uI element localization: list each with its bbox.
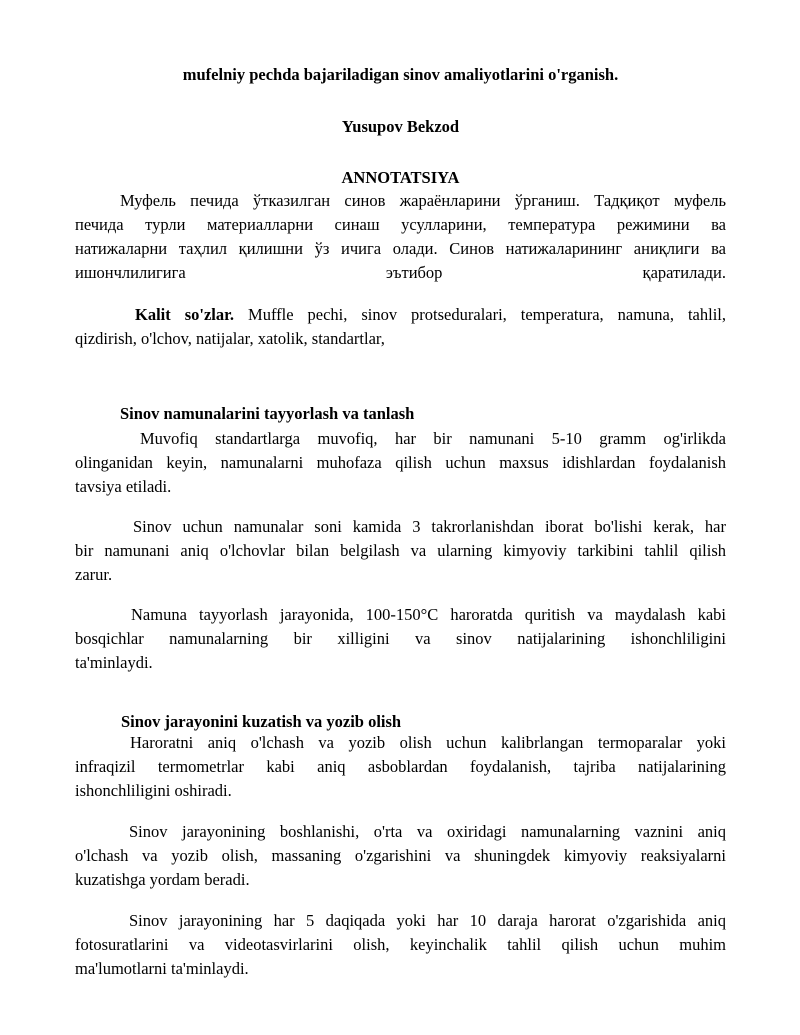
paragraph-line: Namuna tayyorlash jarayonida, 100-150°C haroratda quritish va maydalash kabi [131, 605, 726, 624]
paragraph-line: zarur. [75, 565, 113, 584]
section-heading: Sinov jarayonini kuzatish va yozib olish [121, 712, 402, 731]
document-title: mufelniy pechda bajariladigan sinov amaliyotlarini o'rganish. [182, 65, 619, 84]
paragraph-line: ishonchliligini oshiradi. [75, 781, 232, 800]
annotation-line: Муфель печида ўтказилган синов жараёнларини ўрганиш. Тадқиқот муфель [120, 191, 726, 210]
paragraph-line: kuzatishga yordam beradi. [75, 870, 250, 889]
paragraph-line: ta'minlaydi. [75, 653, 153, 672]
paragraph-line: o'lchash va yozib olish, massaning o'zgarishini va shuningdek kimyoviy reaksiyalarni [75, 846, 726, 865]
keywords-text: Muffle pechi, sinov protseduralari, temperatura, namuna, tahlil, [248, 305, 726, 324]
paragraph-line: bir namunani aniq o'lchovlar bilan belgilash va ularning kimyoviy tarkibini tahlil qilish [75, 541, 726, 560]
paragraph-line: olinganidan keyin, namunalarni muhofaza qilish uchun maxsus idishlardan foydalanish [75, 453, 726, 472]
paragraph-line: Haroratni aniq o'lchash va yozib olish uchun kalibrlangan termoparalar yoki [130, 733, 726, 752]
author-name: Yusupov Bekzod [341, 117, 460, 136]
paragraph-line: Muvofiq standartlarga muvofiq, har bir namunani 5-10 gramm og'irlikda [140, 429, 726, 448]
paragraph-line: infraqizil termometrlar kabi aniq asboblardan foydalanish, tajriba natijalarining [75, 757, 726, 776]
paragraph-line: fotosuratlarini va videotasvirlarini olish, keyinchalik tahlil qilish uchun muhim [75, 935, 726, 954]
paragraph-line: tavsiya etiladi. [75, 477, 172, 496]
section-heading: Sinov namunalarini tayyorlash va tanlash [120, 404, 415, 423]
paragraph-line: Sinov uchun namunalar soni kamida 3 takrorlanishdan iborat bo'lishi kerak, har [133, 517, 726, 536]
paragraph-line: ma'lumotlarni ta'minlaydi. [75, 959, 249, 978]
keywords-label: Kalit so'zlar. [135, 305, 235, 324]
keywords-line: qizdirish, o'lchov, natijalar, xatolik, standartlar, [75, 329, 385, 348]
annotation-heading: ANNOTATSIYA [341, 168, 460, 187]
paragraph-line: bosqichlar namunalarning bir xilligini va sinov natijalarining ishonchliligini [75, 629, 726, 648]
paragraph-line: Sinov jarayonining har 5 daqiqada yoki har 10 daraja harorat o'zgarishida aniq [129, 911, 726, 930]
annotation-line: ишончлилигига эътибор қаратилади. [75, 263, 726, 282]
annotation-line: натижаларни таҳлил қилишни ўз ичига олади. Синов натижаларининг аниқлиги ва [75, 239, 726, 258]
annotation-line: печида турли материалларни синаш усулларини, температура режимини ва [75, 215, 726, 234]
keywords-line [135, 304, 726, 326]
paragraph-line: Sinov jarayonining boshlanishi, o'rta va oxiridagi namunalarning vaznini aniq [129, 822, 726, 841]
